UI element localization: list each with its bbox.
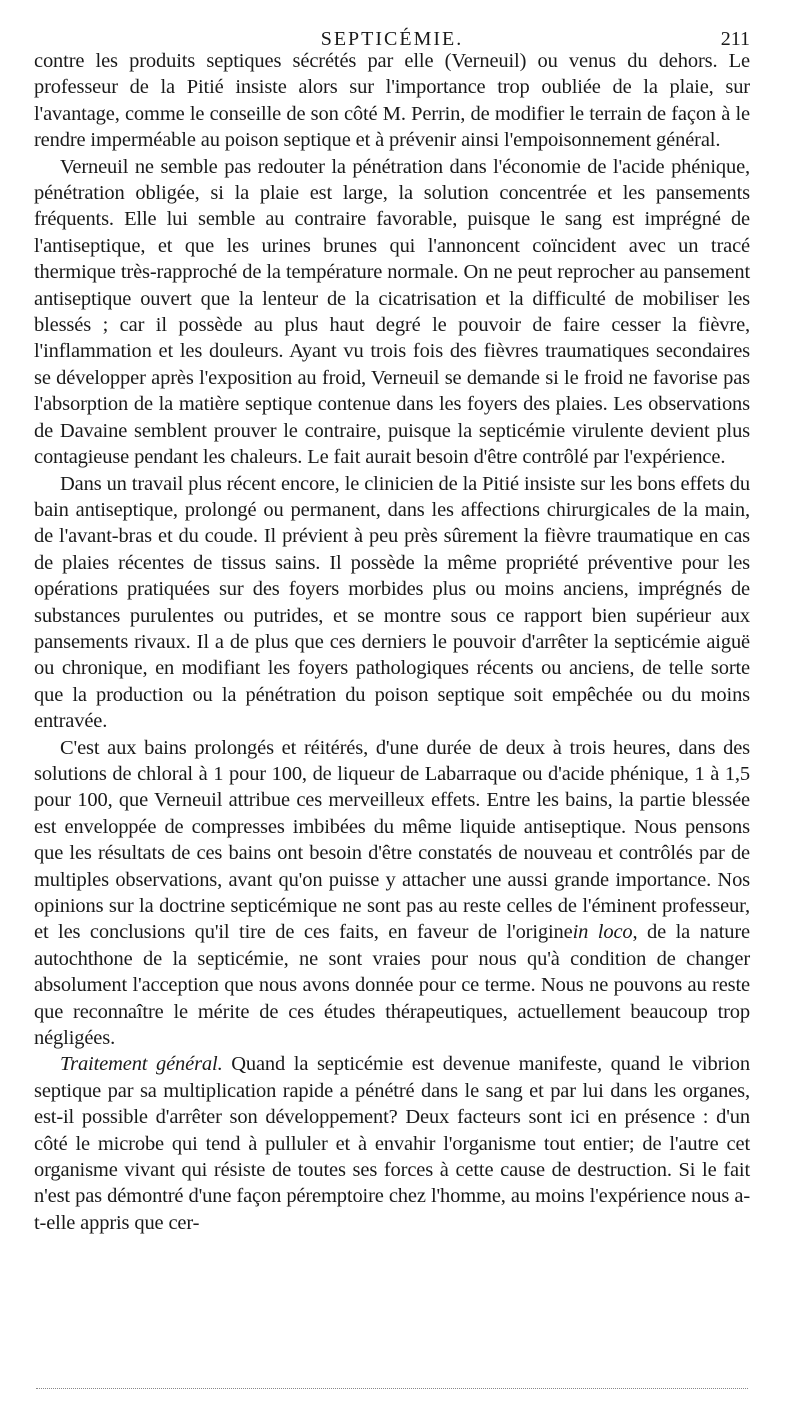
body-text [34,48,750,1236]
paragraph-text: Verneuil ne semble pas redouter la pénétration dans l'économie de l'acide phénique, pénétration obligée, si la plaie est large, la solution concentrée et les pansements fréquents. Elle lui semble au contraire favorable, puisque le sang est imprégné de l'antiseptique, et que les urines brunes qui l'annoncent coïncident avec un tracé thermique très-rapproché de la température normale. On ne peut reprocher au pansement antiseptique ouvert que la lenteur de la cicatrisation et la difficulté de mobiliser les blessés ; car il possède au plus haut degré le pouvoir de faire cesser la fièvre, l'inflammation et les douleurs. Ayant vu trois fois des fièvres traumatiques secondaires se développer après l'exposition au froid, Verneuil se demande si le froid ne favorise pas l'absorption de la matière septique contenue dans les foyers des plaies. Les observations de Davaine semblent prouver le contraire, puisque la septicémie virulente devient plus contagieuse pendant les chaleurs. Le fait aurait besoin d'être contrôlé par l'expérience. [34,155,750,469]
page [34,0,750,1236]
paragraph-5 [34,1051,750,1236]
footer-dotted-rule [36,1388,748,1389]
paragraph-4 [34,735,750,1052]
paragraph-2 [34,154,750,471]
paragraph-text: C'est aux bains prolongés et réitérés, d'une durée de deux à trois heures, dans des solutions de chloral à 1 pour 100, de liqueur de Labarraque ou d'acide phénique, 1 à 1,5 pour 100, que Verneuil attribue ces merveilleux effets. Entre les bains, la partie blessée est enveloppée de compresses imbibées du même liquide antiseptique. Nous pensons que les résultats de ces bains ont besoin d'être constatés de nouveau et contrôlés par de multiples observations, avant qu'on puisse y attacher une aussi grande importance. Nos opinions sur la doctrine septicémique ne sont pas au reste celles de l'éminent professeur, et les conclusions qu'il tire de ces faits, en faveur de l'origine [34,736,750,944]
paragraph-text: Quand la septicémie est devenue manifeste, quand le vibrion septique par sa multiplication rapide a pénétré dans le sang et par lui dans les organes, est-il possible d'arrêter son développement? Deux facteurs sont ici en présence : d'un côté le microbe qui tend à pulluler et à envahir l'organisme tout entier; de l'autre cet organisme vivant qui résiste de toutes ses forces à cette cause de destruction. Si le fait n'est pas démontré d'une façon péremptoire chez l'homme, au moins l'expérience nous a-t-elle appris que cer- [34,1053,750,1234]
paragraph-text-continued: , de la nature autochthone de la septicémie, ne sont vraies pour nous qu'à condition de changer absolument l'acception que nous avons donnée pour ce terme. Nous ne pouvons au reste que reconnaître le mérite de ces études thérapeutiques, actuellement beaucoup trop négligées. [34,921,751,1050]
italic-phrase: in loco [572,921,633,944]
running-title: SEPTICÉMIE. [320,28,464,50]
paragraph-3 [34,471,750,735]
running-header [34,18,750,48]
paragraph-text: Dans un travail plus récent encore, le clinicien de la Pitié insiste sur les bons effets du bain antiseptique, prolongé ou permanent, dans les affections chirurgicales de la main, de l'avant-bras et du coude. Il prévient à peu près sûrement la fièvre traumatique en cas de plaies récentes de tissus sains. Il possède la même propriété préventive pour les opérations pratiquées sur des foyers morbides plus ou moins anciens, imprégnés de substances purulentes ou putrides, et se montre sous ce rapport bien supérieur aux pansements rivaux. Il a de plus que ces derniers le pouvoir d'arrêter la septicémie aiguë ou chronique, en modifiant les foyers pathologiques récents ou anciens, de telle sorte que la production ou la pénétration du poison septique soit empêchée ou du moins entravée. [34,472,750,733]
page-number: 211 [720,28,750,50]
section-lead: Traitement général. [60,1053,223,1076]
paragraph-text: contre les produits septiques sécrétés par elle (Verneuil) ou venus du dehors. Le professeur de la Pitié insiste alors sur l'importance trop oubliée de la plaie, sur l'avantage, comme le conseille de son côté M. Perrin, de modifier le terrain de façon à le rendre imperméable au poison septique et à prévenir ainsi l'empoisonnement général. [34,50,750,152]
paragraph-1 [34,48,750,154]
